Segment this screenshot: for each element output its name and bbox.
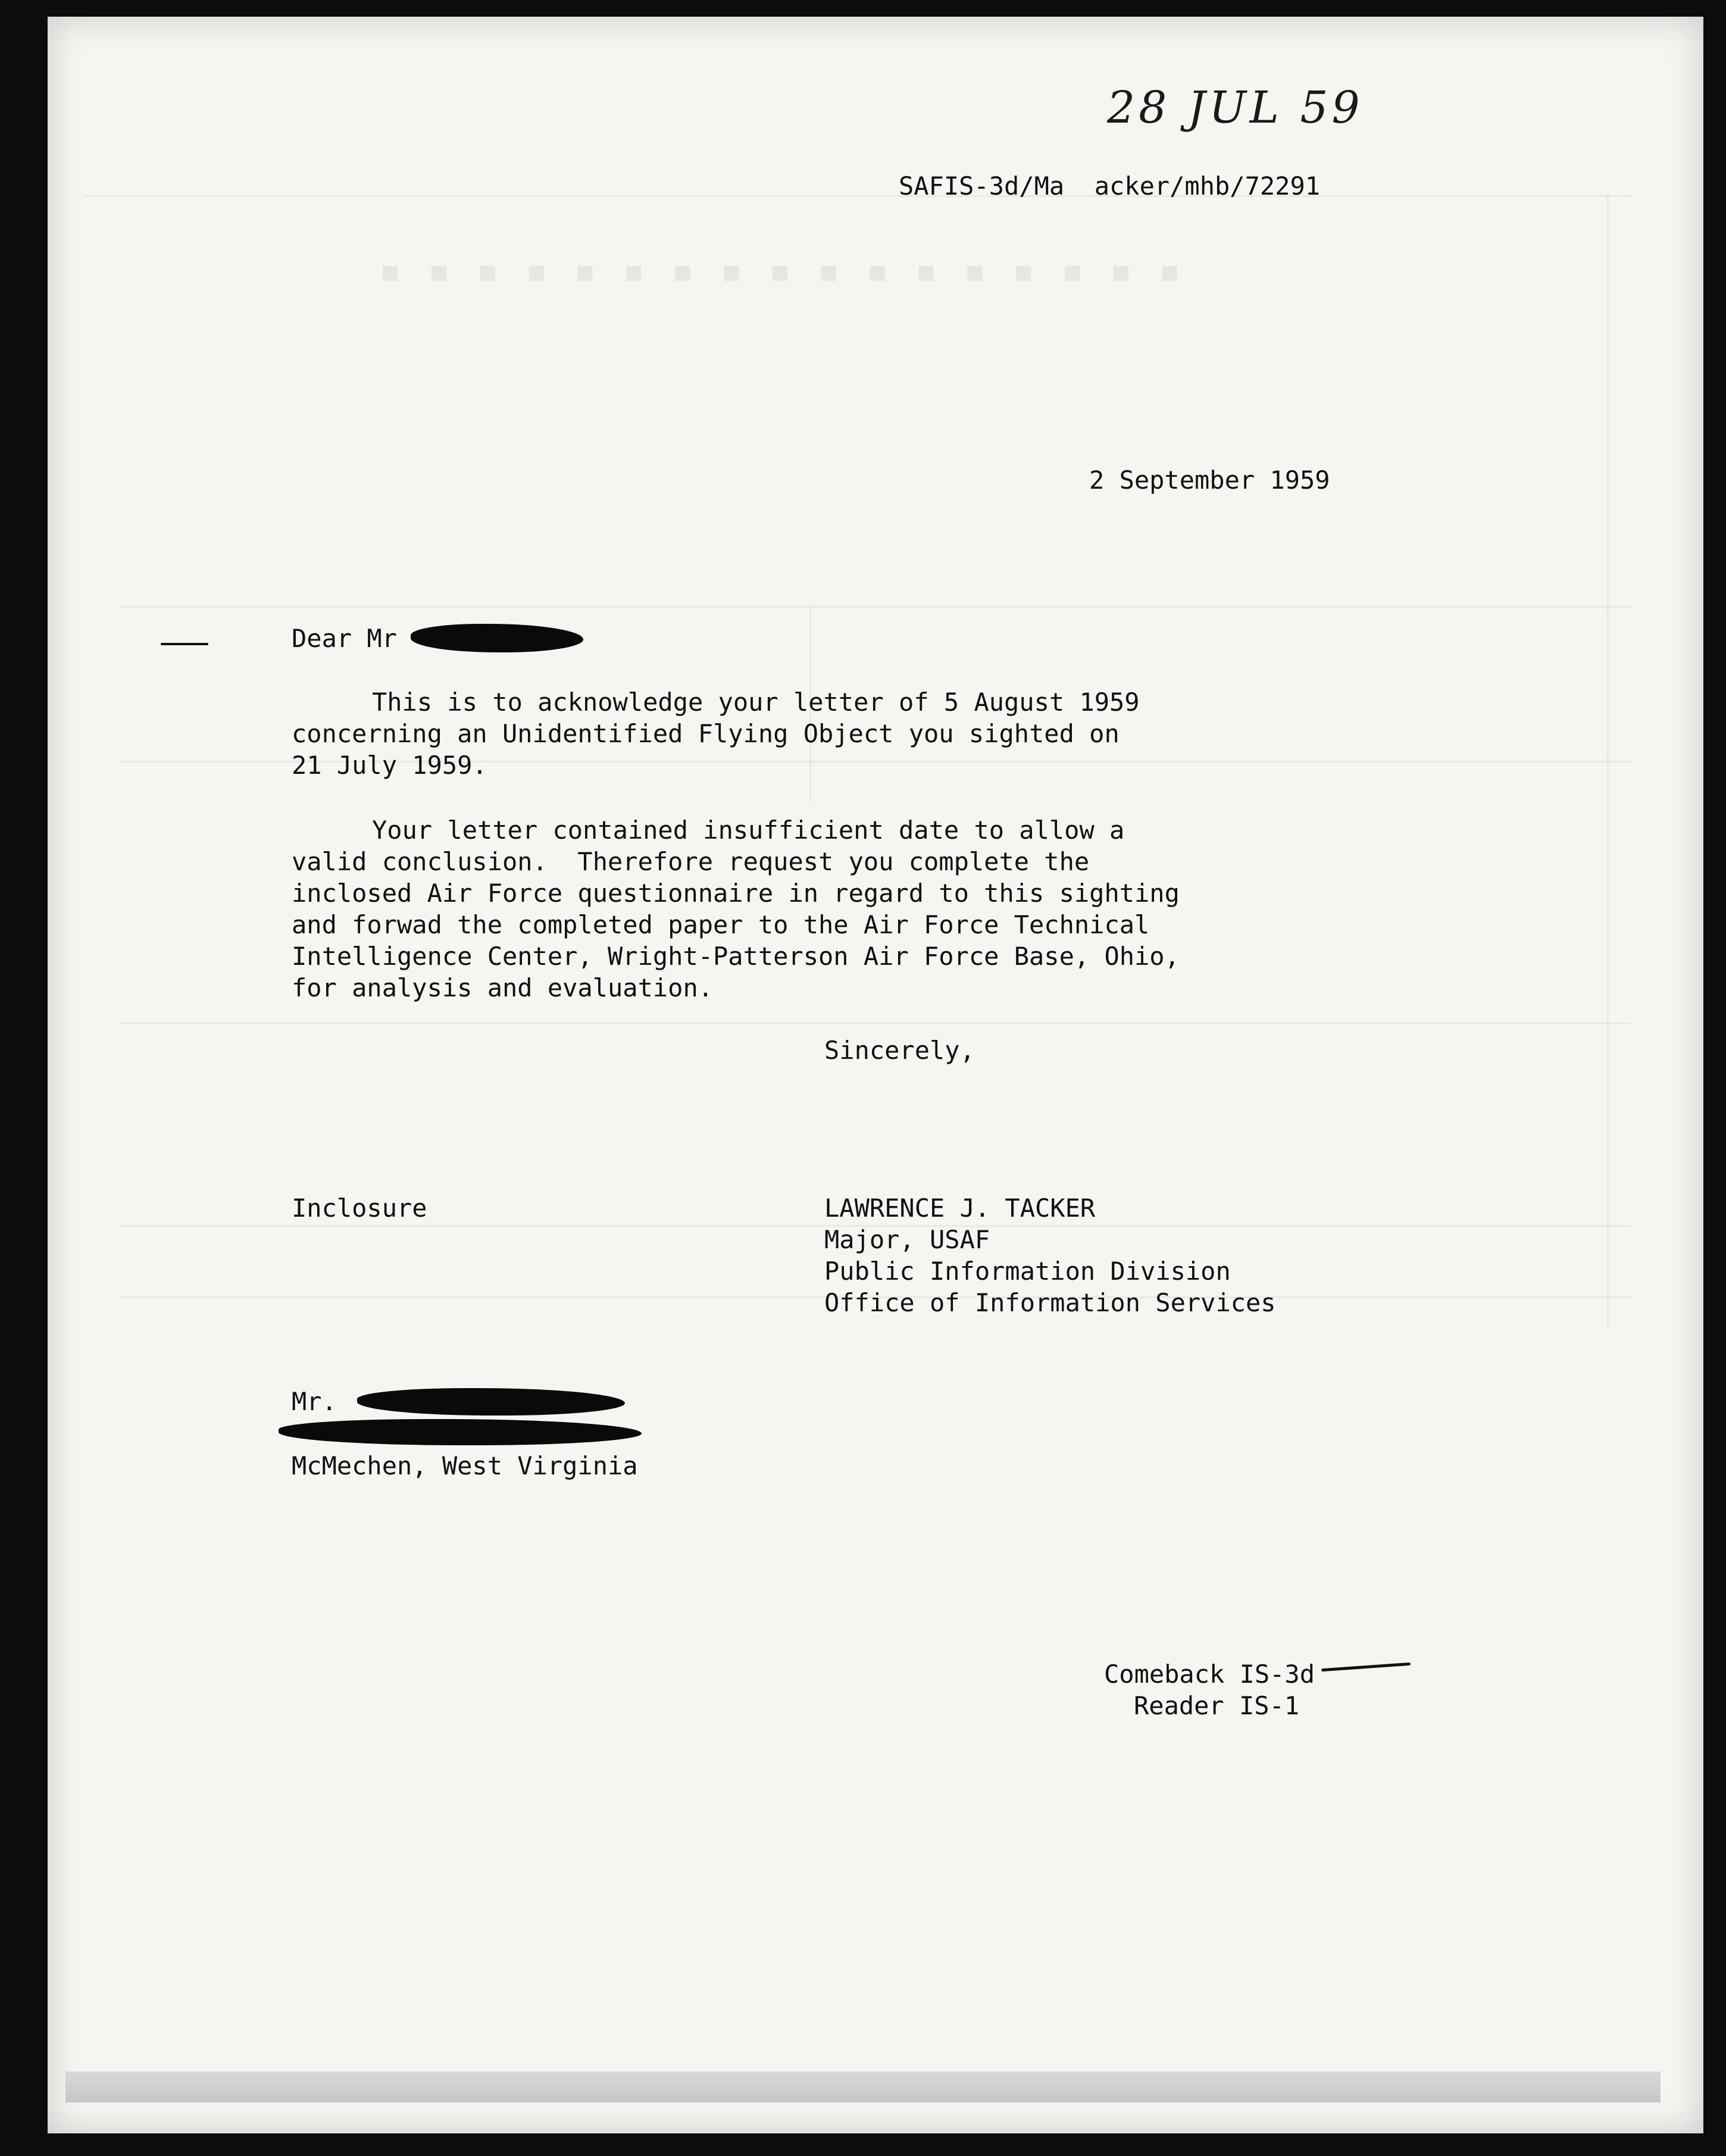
signer-name: LAWRENCE J. TACKER [824, 1193, 1096, 1223]
addressee-prefix: Mr. [292, 1387, 337, 1416]
signer-division: Public Information Division [824, 1257, 1231, 1286]
paragraph-line: Your letter contained insufficient date to allow a [372, 815, 1125, 845]
paragraph-line: 21 July 1959. [292, 751, 487, 780]
routing-line: Comeback IS-3d [1104, 1660, 1315, 1689]
handwritten-date: 28 JUL 59 [1107, 82, 1364, 133]
redaction-mark [357, 1388, 625, 1416]
signer-rank: Major, USAF [824, 1225, 990, 1254]
pen-stroke-mark [1321, 1663, 1411, 1671]
letter-date: 2 September 1959 [1089, 465, 1330, 495]
scan-edge [65, 2071, 1661, 2102]
salutation: Dear Mr [292, 624, 398, 653]
closing: Sincerely, [824, 1036, 975, 1065]
paragraph-line: valid conclusion. Therefore request you complete the [292, 847, 1090, 876]
paragraph-line: inclosed Air Force questionnaire in regard to this sighting [292, 879, 1180, 908]
paragraph-line: Intelligence Center, Wright-Patterson Air Force Base, Ohio, [292, 942, 1180, 971]
reference-code: SAFIS-3d/Ma acker/mhb/72291 [899, 171, 1321, 201]
redaction-mark [411, 624, 583, 652]
redaction-mark [279, 1419, 642, 1445]
signer-office: Office of Information Services [824, 1288, 1276, 1317]
paragraph-line: for analysis and evaluation. [292, 973, 714, 1002]
margin-mark [161, 643, 208, 645]
paragraph-line: This is to acknowledge your letter of 5 August 1959 [372, 688, 1140, 717]
paragraph-line: concerning an Unidentified Flying Object you sighted on [292, 719, 1120, 748]
enclosure-note: Inclosure [292, 1193, 427, 1223]
routing-line: Reader IS-1 [1134, 1691, 1300, 1720]
paragraph-line: and forwad the completed paper to the Air Force Technical [292, 910, 1150, 939]
addressee-city: McMechen, West Virginia [292, 1451, 638, 1480]
document-page: ■ ■ ■ ■ ■ ■ ■ ■ ■ ■ ■ ■ ■ ■ ■ ■ ■ 28 JUL 59 SAFIS-3d/Ma acker/mhb/72291 2 September 1959 Dear Mr This is to acknowledge your letter of 5 August 1959 concerning an Unidentified Flying Object you sighted on 21 July 1959. Your letter contained insufficient date to allow a valid conclusion. Therefore request you complete the inclosed Air Force questionnaire in regard to this sighting and forwad the completed paper to the Air Force Technical Intelligence Center, Wright-Patterson Air Force Base, Ohio, for analysis and evaluation. Sincerely, Inclosure LAWRENCE J. TACKER Major, USAF Public Information Division Office of Information Services Mr. McMechen, West Virginia Comeback IS-3d Reader IS-1 [48, 17, 1703, 2133]
